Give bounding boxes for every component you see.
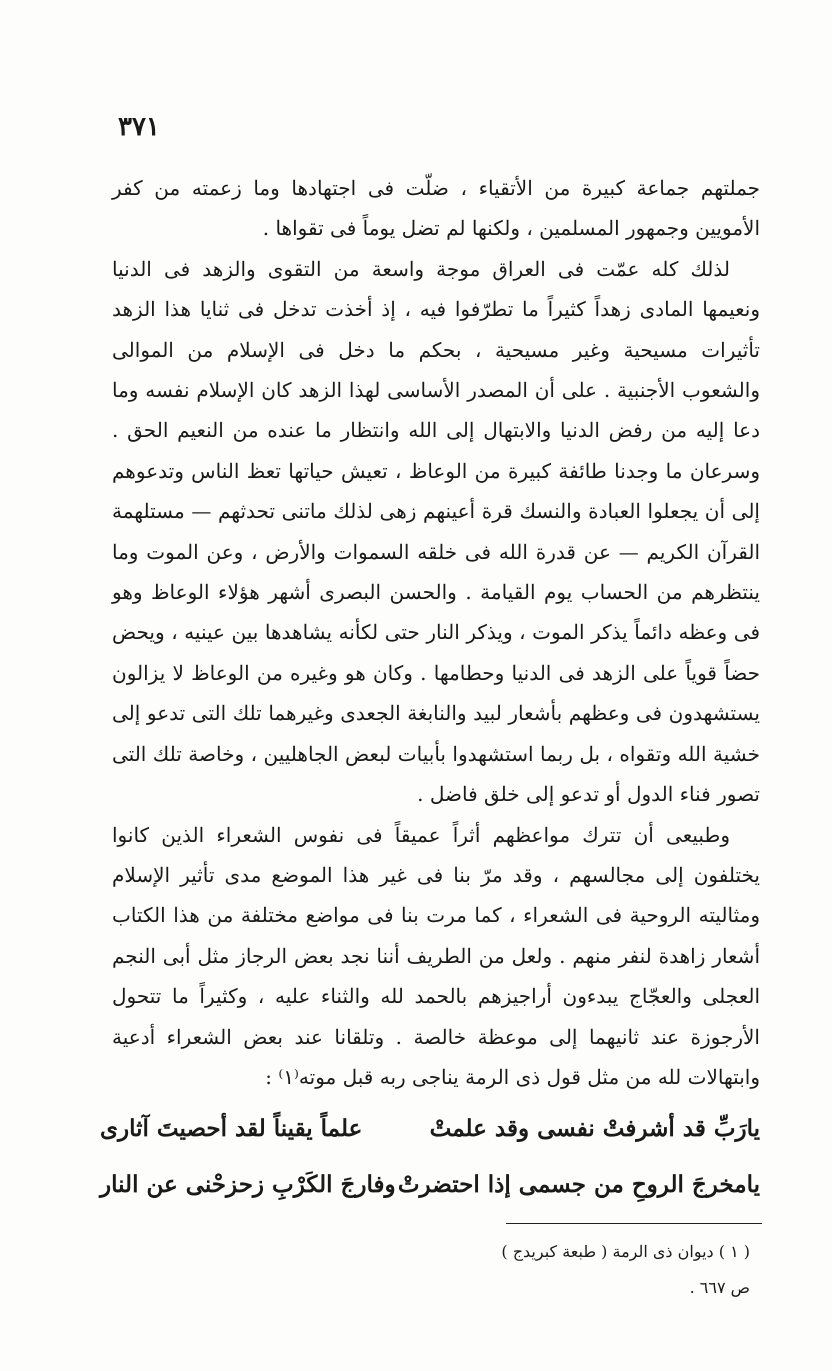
footnote-1: ( ١ ) ديوان ذى الرمة ( طبعة كبريدج ) bbox=[501, 1242, 750, 1261]
footnote-1-continuation: ص ٦٦٧ . bbox=[689, 1278, 750, 1297]
paragraph-2: لذلك كله عمّت فى العراق موجة واسعة من التقوى والزهد فى الدنيا ونعيمها المادى زهداً كثيراً ما تطرّفوا فيه ، إذ أخذت تدخل فى ثنايا هذا الزهد تأثيرات مسيحية وغير مسيحية ، بحكم ما دخل فى الإسلام من الموالى والشعوب الأجنبية . على أن المصدر الأساسى لهذا الزهد كان الإسلام نفسه وما دعا إليه من رفض الدنيا والابتهال إلى الله وانتظار ما عنده من النعيم الحق . وسرعان ما وجدنا طائفة كبيرة من الوعاظ ، تعيش حياتها تعظ الناس وتدعوهم إلى أن يجعلوا العبادة والنسك قرة أعينهم زهى لذلك ماتنى تحدثهم — مستلهمة القرآن الكريم — عن قدرة الله فى خلقه السموات والأرض ، وعن الموت وما ينتظرهم من الحساب يوم القيامة . والحسن البصرى أشهر هؤلاء الوعاظ وهو فى وعظه دائماً يذكر الموت ، ويذكر النار حتى لكأنه يشاهدها بين عينيه ، ويحض حضاً قوياً على الزهد فى الدنيا وحطامها . وكان هو وغيره من الوعاظ لا يزالون يستشهدون فى وعظهم بأشعار لبيد والنابغة الجعدى وغيرهما تلك التى تدعو إلى خشية الله وتقواه ، بل ربما استشهدوا بأبيات لبعض الجاهليين ، وخاصة تلك التى تصور فناء الدول أو تدعو إلى خلق فاضل . bbox=[112, 256, 760, 807]
paragraph-1: جملتهم جماعة كبيرة من الأتقياء ، ضلّت فى اجتهادها وما زعمته من كفر الأمويين وجمهور المسلمين ، ولكنها لم تضل يوماً فى تقواها . bbox=[112, 176, 760, 241]
verse-2-first-hemistich: يامخرجَ الروحِ من جسمى إذا احتضرتْ bbox=[397, 1170, 760, 1198]
paragraph-3: وطبيعى أن تترك مواعظهم أثراً عميقاً فى نفوس الشعراء الذين كانوا يختلفون إلى مجالسهم ، وقد مرّ بنا فى غير هذا الموضع مدى تأثير الإسلام ومثاليته الروحية فى الشعراء ، كما مرت بنا فى مواضع مختلفة من هذا الكتاب أشعار زاهدة لنفر منهم . ولعل من الطريف أننا نجد بعض الرجاز مثل أبى النجم العجلى والعجّاج يبدءون أراجيزهم بالحمد لله والثناء عليه ، وكثيراً ما تتحول الأرجوزة عند ثانيهما إلى موعظة خالصة . وتلقانا عند بعض الشعراء أدعية وابتهالات لله من مثل قول ذى الرمة يناجى ربه قبل موته⁽١⁾ : bbox=[112, 822, 760, 1089]
poem-verses bbox=[100, 1100, 760, 1212]
verse-1-first-hemistich: يارَبِّ قد أشرفتْ نفسى وقد علمتْ bbox=[429, 1114, 760, 1142]
verse-1-second-hemistich: علماً يقيناً لقد أحصيتَ آثارى bbox=[100, 1114, 363, 1142]
footnote-divider bbox=[506, 1223, 762, 1224]
verse-1 bbox=[100, 1100, 760, 1156]
verse-2 bbox=[100, 1156, 760, 1212]
footnotes bbox=[420, 1234, 750, 1306]
verse-2-second-hemistich: وفارجَ الكَرْبِ زحزحْنى عن النار bbox=[100, 1170, 396, 1198]
page-number: ٣٧١ bbox=[118, 112, 160, 142]
body-text bbox=[112, 168, 760, 1097]
